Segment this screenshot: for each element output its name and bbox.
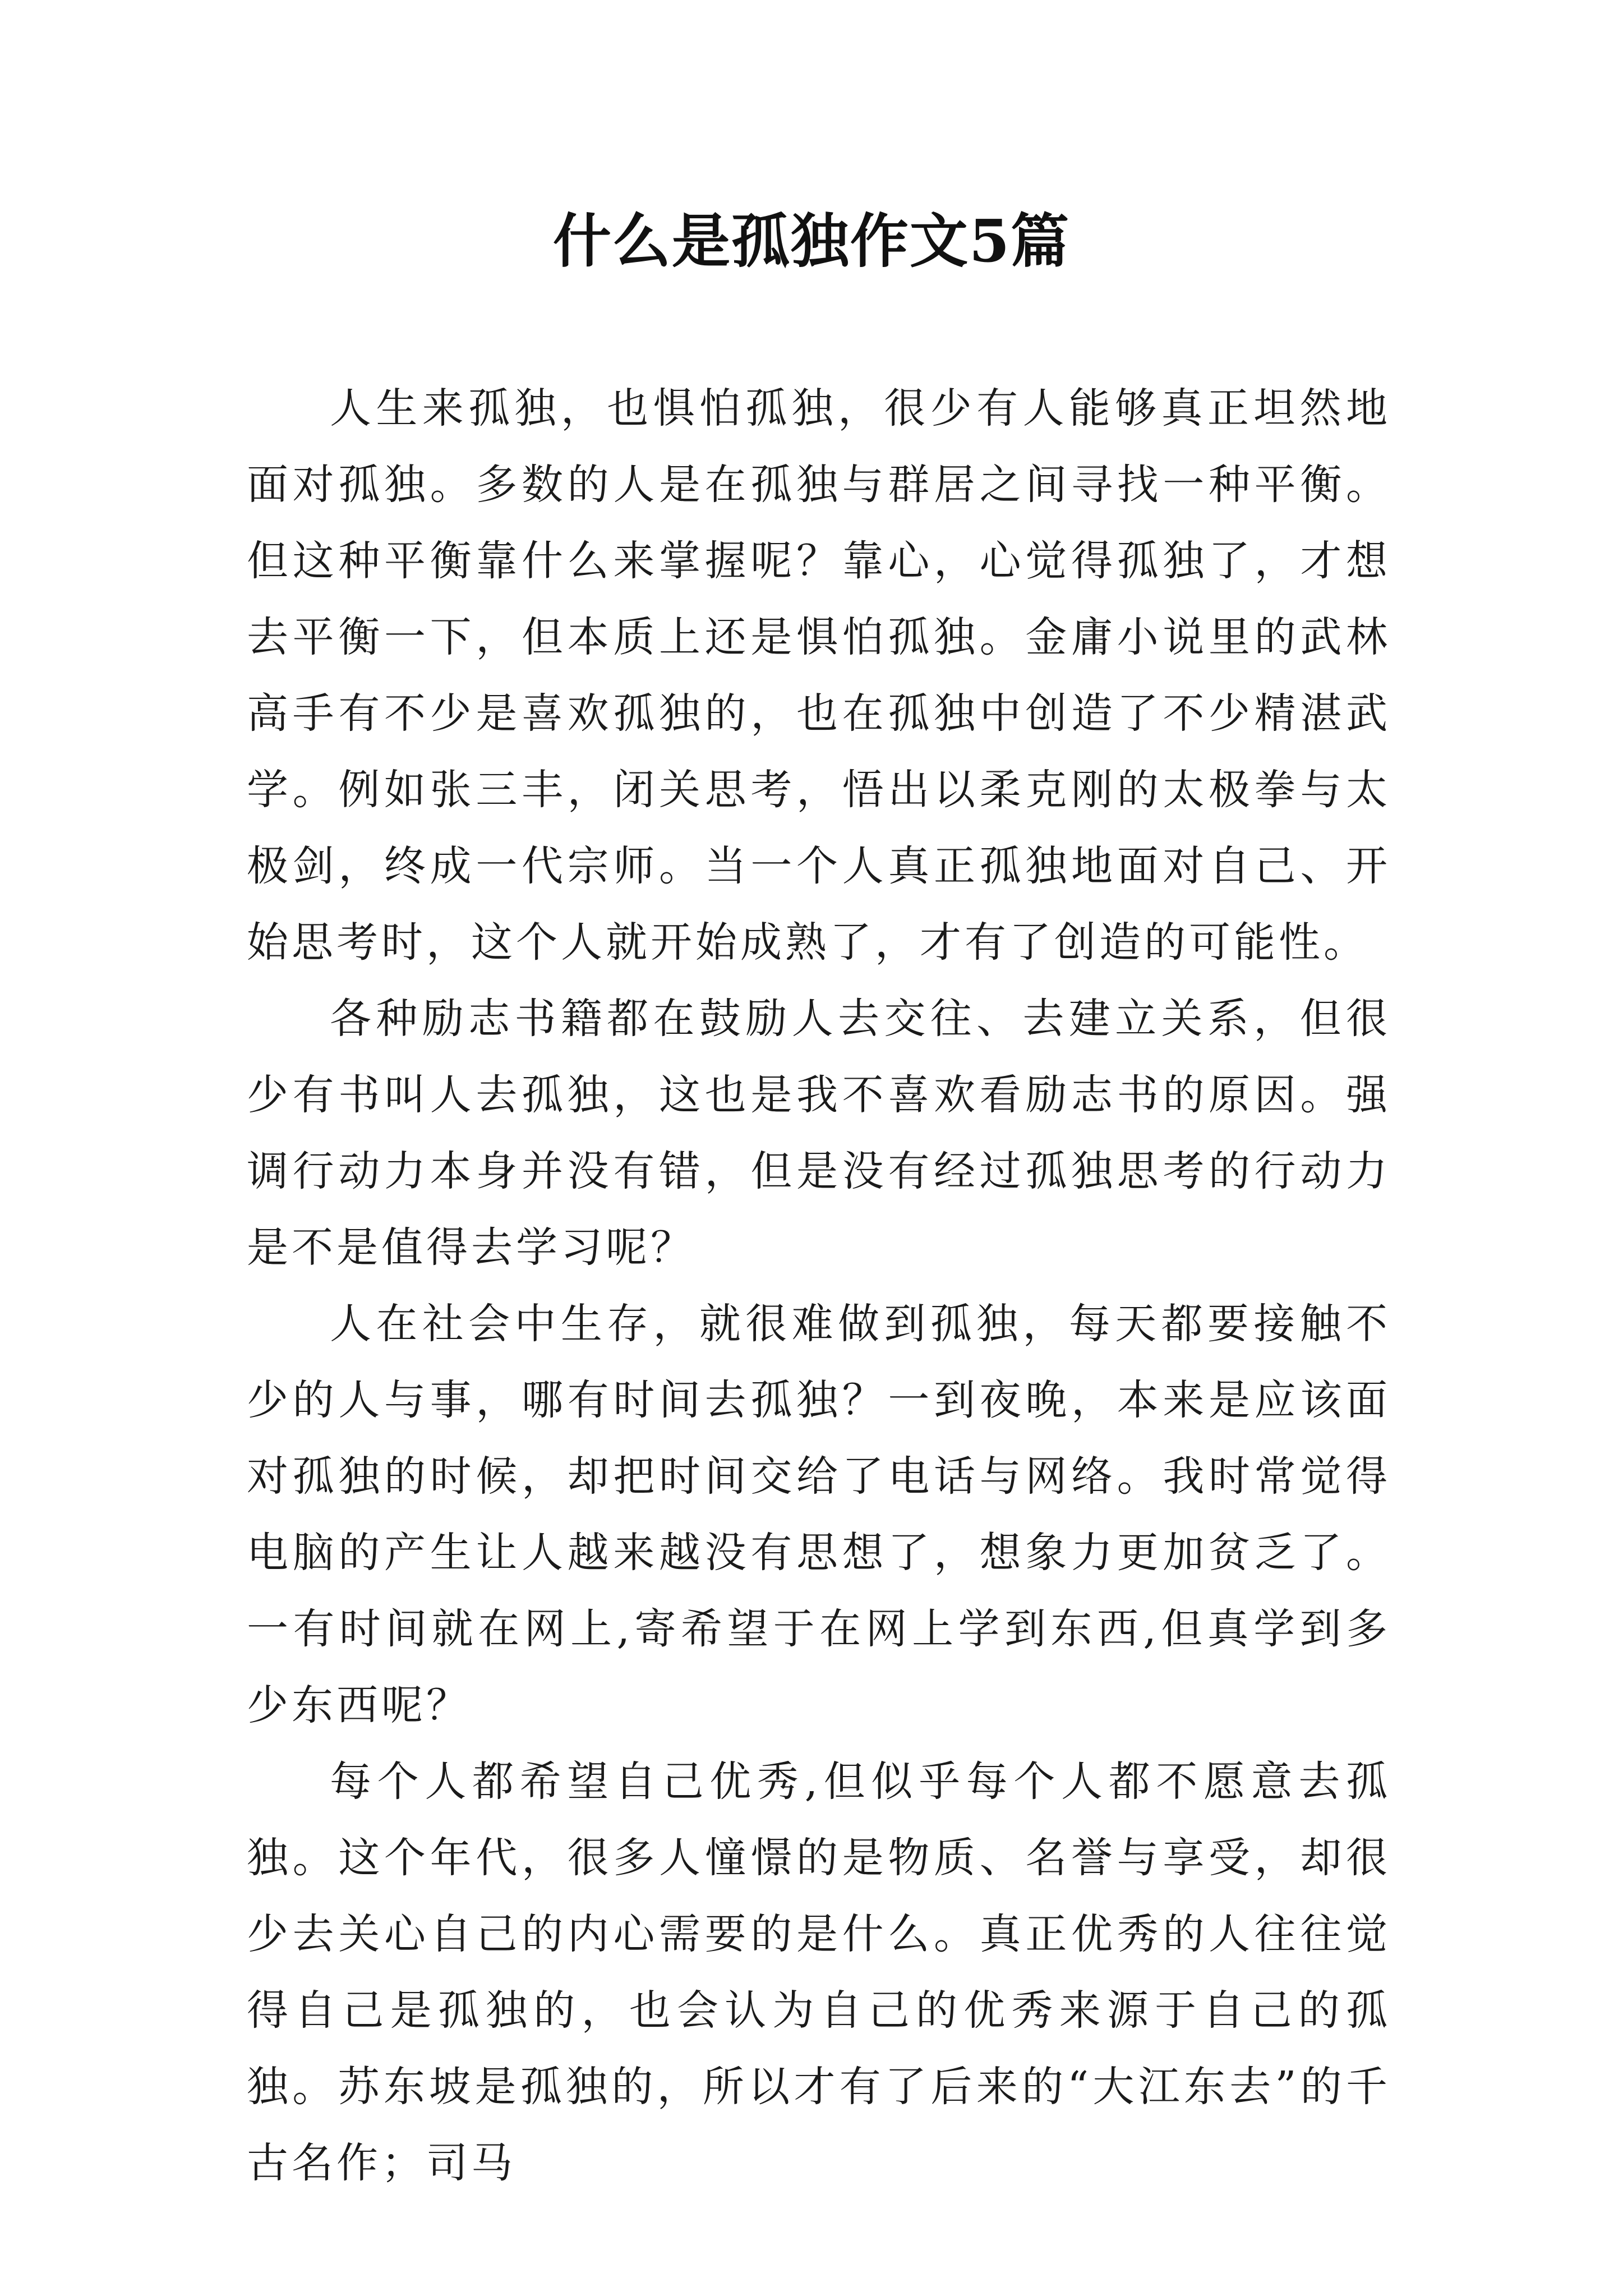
paragraph-4: 每个人都希望自己优秀,但似乎每个人都不愿意去孤独。这个年代，很多人憧憬的是物质、名誉与享受，却很少去关心自己的内心需要的是什么。真正优秀的人往往觉得自己是孤独的，也会认为自己的优秀来源于自己的孤独。苏东坡是孤独的，所以才有了后来的“大江东去”的千古名作；司马 — [247, 1757, 1391, 2187]
paragraph-2: 各种励志书籍都在鼓励人去交往、去建立关系，但很少有书叫人去孤独，这也是我不喜欢看励志书的原因。强调行动力本身并没有错，但是没有经过孤独思考的行动力是不是值得去学习呢？ — [247, 995, 1391, 1272]
paragraph-1: 人生来孤独，也惧怕孤独，很少有人能够真正坦然地面对孤独。多数的人是在孤独与群居之间寻找一种平衡。但这种平衡靠什么来掌握呢？靠心，心觉得孤独了，才想去平衡一下，但本质上还是惧怕孤独。金庸小说里的武林高手有不少是喜欢孤独的，也在孤独中创造了不少精湛武学。例如张三丰，闭关思考，悟出以柔克刚的太极拳与太极剑，终成一代宗师。当一个人真正孤独地面对自己、开始思考时，这个人就开始成熟了，才有了创造的可能性。 — [247, 384, 1391, 967]
document-title: 什么是孤独作文5篇 — [552, 206, 1071, 275]
document-body — [247, 370, 1391, 2201]
paragraph-3: 人在社会中生存，就很难做到孤独，每天都要接触不少的人与事，哪有时间去孤独？一到夜晚，本来是应该面对孤独的时候，却把时间交给了电话与网络。我时常觉得电脑的产生让人越来越没有思想了，想象力更加贫乏了。一有时间就在网上,寄希望于在网上学到东西,但真学到多少东西呢？ — [247, 1300, 1391, 1729]
